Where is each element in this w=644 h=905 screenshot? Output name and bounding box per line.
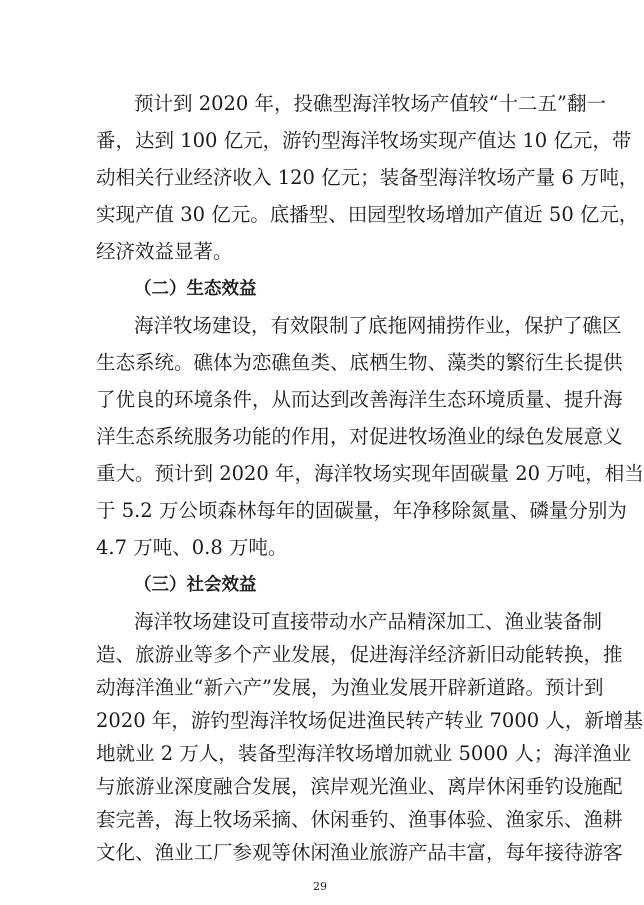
paragraph-line: 于 5.2 万公顷森林每年的固碳量，年净移除氮量、磷量分别为 <box>96 499 627 522</box>
paragraph-line: 4.7 万吨、0.8 万吨。 <box>96 536 288 559</box>
paragraph-line: 2020 年，游钓型海洋牧场促进渔民转产转业 7000 人，新增基 <box>96 709 643 732</box>
paragraph-line: 与旅游业深度融合发展，滨岸观光渔业、离岸休闲垂钓设施配 <box>96 775 623 798</box>
paragraph-line: 文化、渔业工厂参观等休闲渔业旅游产品丰富，每年接待游客 <box>96 841 623 864</box>
paragraph-line: 预计到 2020 年，投礁型海洋牧场产值较“十二五”翻一 <box>134 92 606 115</box>
paragraph-line: 重大。预计到 2020 年，海洋牧场实现年固碳量 20 万吨，相当 <box>96 462 644 485</box>
paragraph-line: 动海洋渔业“新六产”发展，为渔业发展开辟新道路。预计到 <box>96 676 604 699</box>
paragraph-line: 海洋牧场建设可直接带动水产品精深加工、渔业装备制 <box>134 610 603 633</box>
paragraph-line: 实现产值 30 亿元。底播型、田园型牧场增加产值近 50 亿元， <box>96 203 639 226</box>
paragraph-line: 地就业 2 万人，装备型海洋牧场增加就业 5000 人；海洋渔业 <box>96 742 632 765</box>
paragraph-line: 生态系统。礁体为恋礁鱼类、底栖生物、藻类的繁衍生长提供 <box>96 351 623 374</box>
paragraph-line: 造、旅游业等多个产业发展，促进海洋经济新旧动能转换，推 <box>96 643 623 666</box>
paragraph-line: 番，达到 100 亿元，游钓型海洋牧场实现产值达 10 亿元，带 <box>96 129 632 152</box>
paragraph-line: 了优良的环境条件，从而达到改善海洋生态环境质量、提升海 <box>96 388 623 411</box>
paragraph-line: 洋生态系统服务功能的作用，对促进牧场渔业的绿色发展意义 <box>96 425 623 448</box>
paragraph-line: 套完善，海上牧场采摘、休闲垂钓、渔事体验、渔家乐、渔耕 <box>96 808 623 831</box>
paragraph-line: 海洋牧场建设，有效限制了底拖网捕捞作业，保护了礁区 <box>134 314 622 337</box>
page-number: 29 <box>313 880 327 893</box>
section-heading: （二）生态效益 <box>134 279 257 299</box>
paragraph-line: 动相关行业经济收入 120 亿元；装备型海洋牧场产量 6 万吨， <box>96 166 639 189</box>
paragraph-line: 经济效益显著。 <box>96 240 233 263</box>
section-heading: （三）社会效益 <box>134 575 257 595</box>
